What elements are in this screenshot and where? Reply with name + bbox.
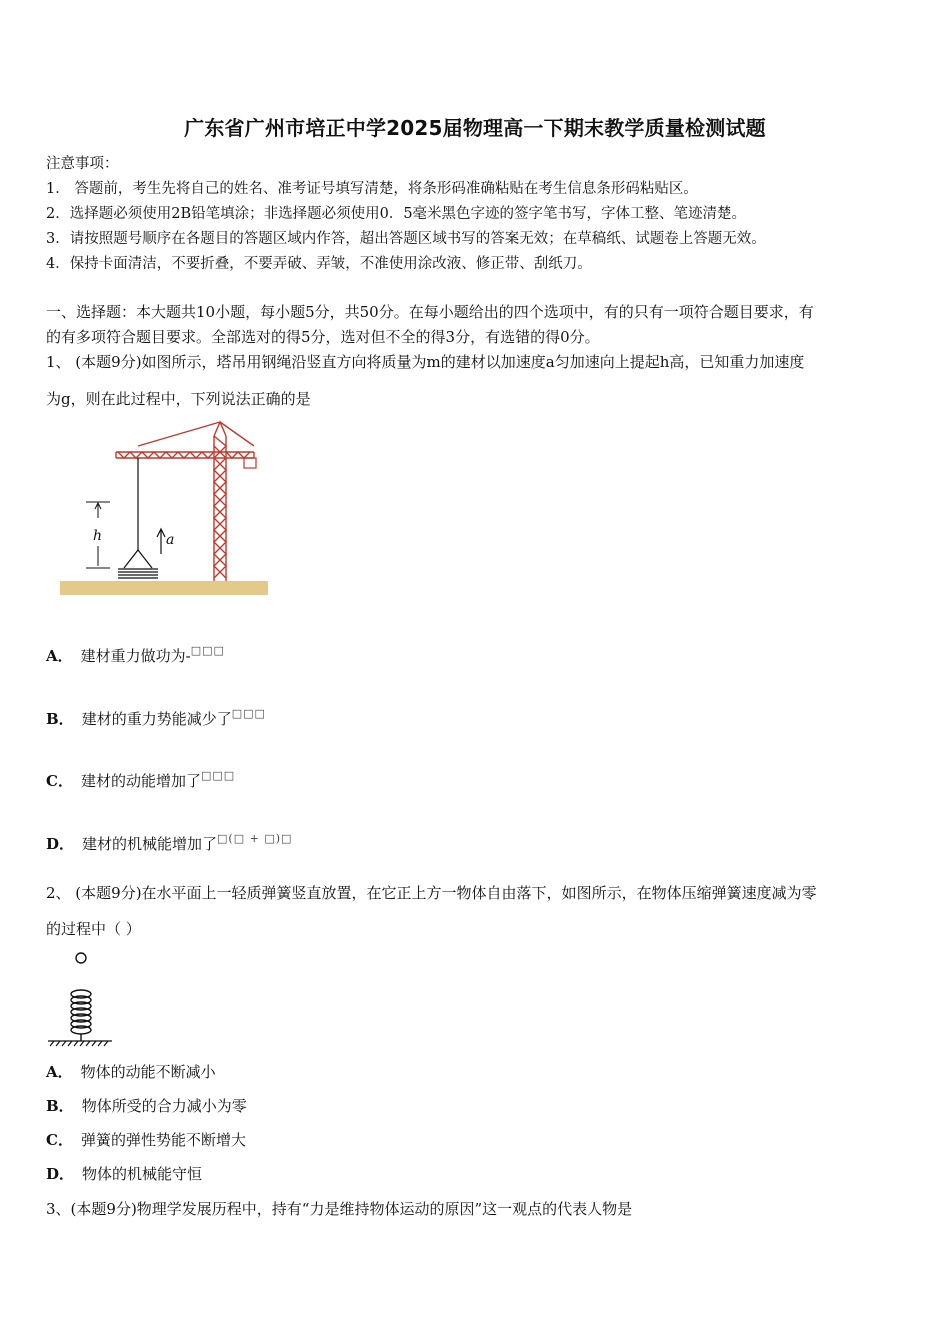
question-2-stem-line-1: 2、 (本题9分)在水平面上一轻质弹簧竖直放置，在它正上方一物体自由落下，如图所示，在物体压缩弹簧速度减为零 bbox=[46, 884, 817, 902]
option-label: C． bbox=[46, 1131, 73, 1149]
notice-item-1: 1． 答题前，考生先将自己的姓名、准考证号填写清楚，将条形码准确粘贴在考生信息条形码粘贴区。 bbox=[46, 181, 698, 197]
option-label: C． bbox=[46, 772, 73, 790]
option-text: 物体的动能不断减小 bbox=[80, 1063, 216, 1081]
option-text: 建材的重力势能减少了 bbox=[81, 710, 232, 728]
q1-option-b bbox=[46, 707, 266, 729]
option-label: D． bbox=[46, 1165, 75, 1183]
spring-figure bbox=[46, 944, 116, 1048]
q1-option-d bbox=[46, 832, 292, 854]
label-h: h bbox=[93, 528, 103, 544]
notice-item-3: 3．请按照题号顺序在各题目的答题区域内作答，超出答题区域书写的答案无效；在草稿纸、试题卷上答题无效。 bbox=[46, 231, 766, 247]
notice-item-2: 2．选择题必须使用2B铅笔填涂；非选择题必须使用0．5毫米黑色字迹的签字笔书写，字体工整、笔迹清楚。 bbox=[46, 206, 747, 222]
formula-image: □□□ bbox=[231, 707, 266, 720]
section-instructions-line-2: 的有多项符合题目要求。全部选对的得5分，选对但不全的得3分，有选错的得0分。 bbox=[46, 328, 600, 346]
option-text: 建材重力做功为- bbox=[80, 647, 191, 665]
crane-tower bbox=[138, 422, 254, 581]
q2-option-c bbox=[46, 1129, 246, 1150]
counterweight bbox=[244, 458, 256, 468]
crane-jib bbox=[116, 452, 254, 458]
option-label: A． bbox=[46, 647, 73, 665]
formula-image: □(□ + □)□ bbox=[217, 832, 293, 845]
q2-option-a bbox=[46, 1061, 216, 1082]
option-label: B． bbox=[46, 1097, 74, 1115]
q2-option-b bbox=[46, 1095, 247, 1116]
acceleration-arrow bbox=[157, 529, 165, 554]
option-text: 弹簧的弹性势能不断增大 bbox=[80, 1131, 246, 1149]
section-instructions-line-1: 一、选择题：本大题共10小题，每小题5分，共50分。在每小题给出的四个选项中，有的只有一项符合题目要求，有 bbox=[46, 303, 814, 321]
ground bbox=[60, 581, 268, 595]
option-text: 物体所受的合力减小为零 bbox=[81, 1097, 247, 1115]
falling-object bbox=[76, 953, 86, 963]
hoist-cable-and-load bbox=[118, 458, 158, 578]
question-3-stem: 3、(本题9分)物理学发展历程中，持有“力是维持物体运动的原因”这一观点的代表人物是 bbox=[46, 1200, 633, 1218]
formula-image: □□□ bbox=[200, 769, 236, 782]
notice-heading: 注意事项： bbox=[46, 156, 119, 172]
q1-option-c bbox=[46, 769, 235, 791]
label-a: a bbox=[166, 532, 175, 548]
question-1-stem-line-1: 1、 (本题9分)如图所示，塔吊用钢绳沿竖直方向将质量为m的建材以加速度a匀加速向上提起h高，已知重力加速度 bbox=[46, 353, 805, 371]
floor-hatch bbox=[48, 1041, 112, 1046]
question-1-stem-line-2: 为g，则在此过程中，下列说法正确的是 bbox=[46, 390, 311, 408]
formula-image: □□□ bbox=[190, 644, 225, 657]
option-text: 建材的机械能增加了 bbox=[82, 835, 218, 853]
option-label: B． bbox=[46, 710, 74, 728]
option-text: 建材的动能增加了 bbox=[80, 772, 201, 790]
spring bbox=[71, 990, 91, 1041]
question-2-stem-line-2: 的过程中（ ） bbox=[46, 920, 141, 938]
option-label: A． bbox=[46, 1063, 73, 1081]
option-label: D． bbox=[46, 835, 75, 853]
page-title: 广东省广州市培正中学2025届物理高一下期末教学质量检测试题 bbox=[184, 116, 766, 140]
tower-crane-figure bbox=[58, 418, 273, 598]
option-text: 物体的机械能守恒 bbox=[82, 1165, 203, 1183]
q1-option-a bbox=[46, 644, 225, 666]
q2-option-d bbox=[46, 1163, 202, 1184]
notice-item-4: 4．保持卡面清洁，不要折叠，不要弄破、弄皱，不准使用涂改液、修正带、刮纸刀。 bbox=[46, 256, 592, 272]
